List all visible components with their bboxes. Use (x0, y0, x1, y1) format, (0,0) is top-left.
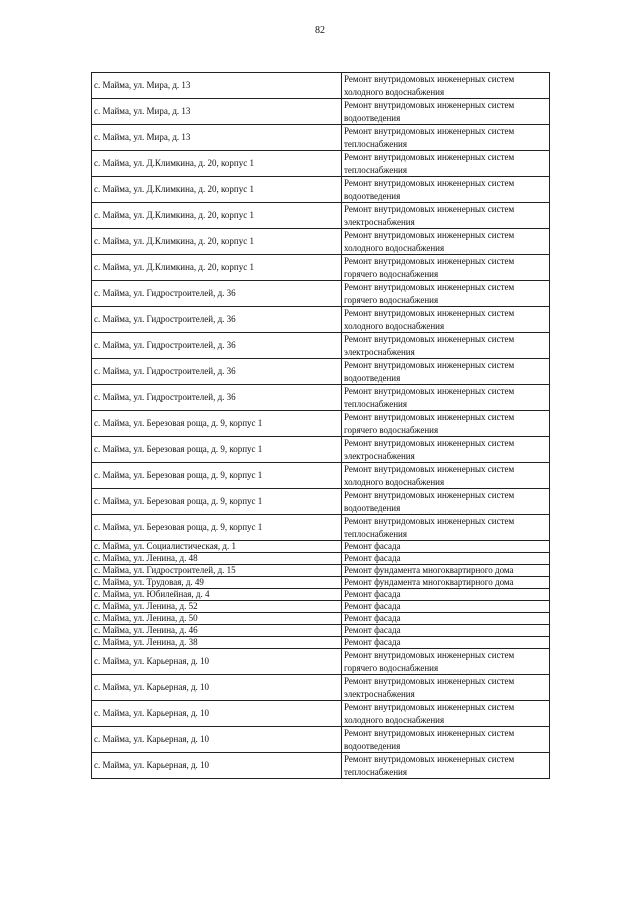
address-cell: с. Майма, ул. Мира, д. 13 (92, 73, 342, 99)
address-cell: с. Майма, ул. Березовая роща, д. 9, корпус 1 (92, 437, 342, 463)
address-cell: с. Майма, ул. Гидростроителей, д. 36 (92, 281, 342, 307)
work-type-cell: Ремонт внутридомовых инженерных систем теплоснабжения (342, 385, 550, 411)
work-type-cell: Ремонт фундамента многоквартирного дома (342, 565, 550, 577)
address-cell: с. Майма, ул. Гидростроителей, д. 36 (92, 385, 342, 411)
address-cell: с. Майма, ул. Трудовая, д. 49 (92, 577, 342, 589)
table-row (92, 675, 550, 701)
table-row (92, 613, 550, 625)
address-cell: с. Майма, ул. Карьерная, д. 10 (92, 727, 342, 753)
address-cell: с. Майма, ул. Ленина, д. 46 (92, 625, 342, 637)
table-row (92, 281, 550, 307)
table-row (92, 565, 550, 577)
work-type-cell: Ремонт внутридомовых инженерных систем водоотведения (342, 177, 550, 203)
table-row (92, 307, 550, 333)
table-row (92, 601, 550, 613)
work-type-cell: Ремонт фасада (342, 613, 550, 625)
work-type-cell: Ремонт фасада (342, 553, 550, 565)
work-type-cell: Ремонт внутридомовых инженерных систем теплоснабжения (342, 151, 550, 177)
work-type-cell: Ремонт внутридомовых инженерных систем электроснабжения (342, 675, 550, 701)
address-cell: с. Майма, ул. Гидростроителей, д. 36 (92, 359, 342, 385)
work-type-cell: Ремонт фасада (342, 589, 550, 601)
table-row (92, 99, 550, 125)
address-cell: с. Майма, ул. Карьерная, д. 10 (92, 675, 342, 701)
address-cell: с. Майма, ул. Мира, д. 13 (92, 125, 342, 151)
work-type-cell: Ремонт внутридомовых инженерных систем холодного водоснабжения (342, 229, 550, 255)
address-cell: с. Майма, ул. Д.Климкина, д. 20, корпус 1 (92, 203, 342, 229)
table-row (92, 753, 550, 779)
page-number: 82 (315, 25, 325, 36)
work-type-cell: Ремонт фасада (342, 601, 550, 613)
table-row (92, 229, 550, 255)
address-cell: с. Майма, ул. Юбилейная, д. 4 (92, 589, 342, 601)
table-row (92, 333, 550, 359)
work-type-cell: Ремонт внутридомовых инженерных систем водоотведения (342, 359, 550, 385)
works-table (91, 72, 550, 779)
address-cell: с. Майма, ул. Социалистическая, д. 1 (92, 541, 342, 553)
work-type-cell: Ремонт внутридомовых инженерных систем горячего водоснабжения (342, 649, 550, 675)
address-cell: с. Майма, ул. Березовая роща, д. 9, корпус 1 (92, 489, 342, 515)
work-type-cell: Ремонт внутридомовых инженерных систем холодного водоснабжения (342, 73, 550, 99)
table-row (92, 625, 550, 637)
table-row (92, 577, 550, 589)
table-row (92, 125, 550, 151)
table-row (92, 177, 550, 203)
work-type-cell: Ремонт фундамента многоквартирного дома (342, 577, 550, 589)
table-row (92, 437, 550, 463)
work-type-cell: Ремонт фасада (342, 637, 550, 649)
work-type-cell: Ремонт внутридомовых инженерных систем электроснабжения (342, 437, 550, 463)
table-row (92, 637, 550, 649)
table-row (92, 701, 550, 727)
work-type-cell: Ремонт внутридомовых инженерных систем водоотведения (342, 489, 550, 515)
table-row (92, 649, 550, 675)
address-cell: с. Майма, ул. Ленина, д. 38 (92, 637, 342, 649)
work-type-cell: Ремонт внутридомовых инженерных систем холодного водоснабжения (342, 463, 550, 489)
work-type-cell: Ремонт внутридомовых инженерных систем холодного водоснабжения (342, 307, 550, 333)
work-type-cell: Ремонт фасада (342, 625, 550, 637)
table-row (92, 73, 550, 99)
table-row (92, 553, 550, 565)
address-cell: с. Майма, ул. Ленина, д. 48 (92, 553, 342, 565)
work-type-cell: Ремонт внутридомовых инженерных систем теплоснабжения (342, 515, 550, 541)
address-cell: с. Майма, ул. Д.Климкина, д. 20, корпус 1 (92, 177, 342, 203)
address-cell: с. Майма, ул. Березовая роща, д. 9, корпус 1 (92, 515, 342, 541)
address-cell: с. Майма, ул. Карьерная, д. 10 (92, 649, 342, 675)
table-row (92, 411, 550, 437)
work-type-cell: Ремонт внутридомовых инженерных систем электроснабжения (342, 333, 550, 359)
table-row (92, 515, 550, 541)
table-row (92, 359, 550, 385)
table-row (92, 255, 550, 281)
work-type-cell: Ремонт внутридомовых инженерных систем водоотведения (342, 99, 550, 125)
work-type-cell: Ремонт внутридомовых инженерных систем водоотведения (342, 727, 550, 753)
table-row (92, 203, 550, 229)
address-cell: с. Майма, ул. Карьерная, д. 10 (92, 701, 342, 727)
address-cell: с. Майма, ул. Д.Климкина, д. 20, корпус 1 (92, 151, 342, 177)
work-type-cell: Ремонт внутридомовых инженерных систем электроснабжения (342, 203, 550, 229)
address-cell: с. Майма, ул. Д.Климкина, д. 20, корпус 1 (92, 229, 342, 255)
address-cell: с. Майма, ул. Гидростроителей, д. 36 (92, 307, 342, 333)
work-type-cell: Ремонт внутридомовых инженерных систем теплоснабжения (342, 753, 550, 779)
work-type-cell: Ремонт внутридомовых инженерных систем горячего водоснабжения (342, 411, 550, 437)
address-cell: с. Майма, ул. Березовая роща, д. 9, корпус 1 (92, 411, 342, 437)
table-row (92, 385, 550, 411)
address-cell: с. Майма, ул. Березовая роща, д. 9, корпус 1 (92, 463, 342, 489)
table-row (92, 589, 550, 601)
address-cell: с. Майма, ул. Гидростроителей, д. 36 (92, 333, 342, 359)
work-type-cell: Ремонт внутридомовых инженерных систем горячего водоснабжения (342, 281, 550, 307)
work-type-cell: Ремонт фасада (342, 541, 550, 553)
work-type-cell: Ремонт внутридомовых инженерных систем горячего водоснабжения (342, 255, 550, 281)
table-row (92, 151, 550, 177)
address-cell: с. Майма, ул. Гидростроителей, д. 15 (92, 565, 342, 577)
table-row (92, 541, 550, 553)
table-row (92, 727, 550, 753)
address-cell: с. Майма, ул. Карьерная, д. 10 (92, 753, 342, 779)
table-row (92, 463, 550, 489)
address-cell: с. Майма, ул. Д.Климкина, д. 20, корпус 1 (92, 255, 342, 281)
work-type-cell: Ремонт внутридомовых инженерных систем холодного водоснабжения (342, 701, 550, 727)
address-cell: с. Майма, ул. Мира, д. 13 (92, 99, 342, 125)
works-table-body (92, 73, 550, 779)
address-cell: с. Майма, ул. Ленина, д. 52 (92, 601, 342, 613)
work-type-cell: Ремонт внутридомовых инженерных систем теплоснабжения (342, 125, 550, 151)
table-row (92, 489, 550, 515)
address-cell: с. Майма, ул. Ленина, д. 50 (92, 613, 342, 625)
